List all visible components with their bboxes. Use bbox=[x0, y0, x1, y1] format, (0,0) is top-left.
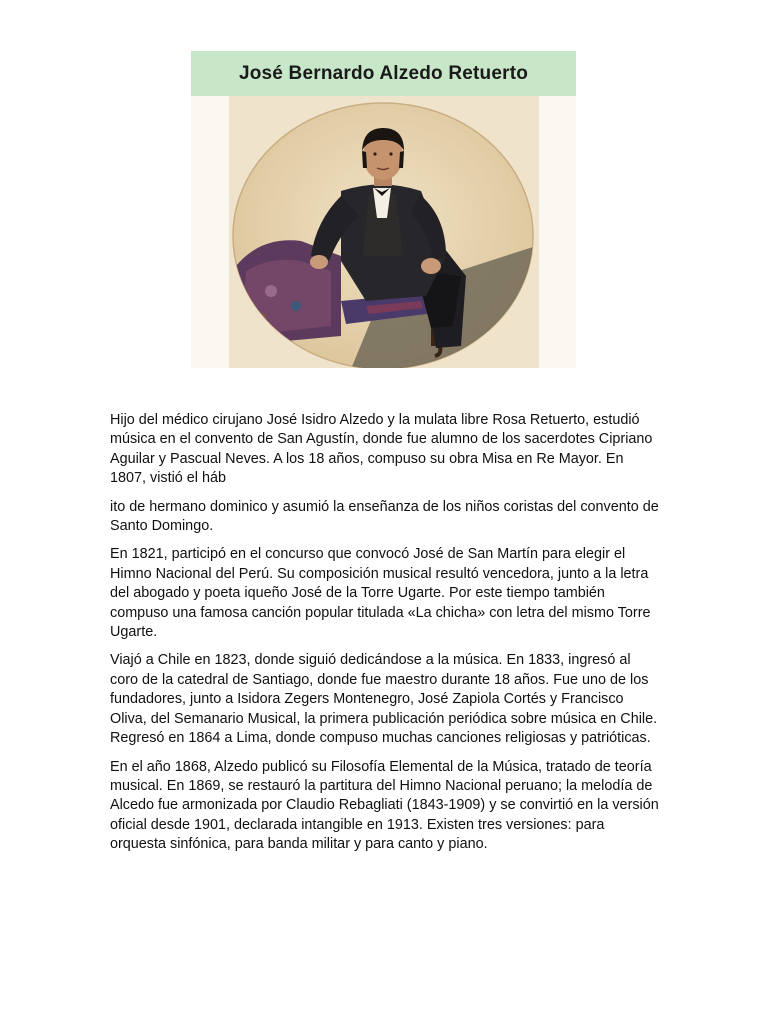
portrait-illustration bbox=[191, 96, 576, 368]
document-title: José Bernardo Alzedo Retuerto bbox=[238, 62, 529, 84]
paragraph-3: En 1821, participó en el concurso que convocó José de San Martín para elegir el Himno Nacional del Perú. Su composición musical resultó vencedora, junto a la letra del abogado y poeta iqueño José de la Torre Ugarte. Por este tiempo también compuso una famosa canción popular titulada «La chicha» con letra del mismo Torre Ugarte. bbox=[110, 546, 651, 641]
portrait-image bbox=[191, 96, 576, 368]
title-banner bbox=[191, 51, 576, 96]
paragraph-1: Hijo del médico cirujano José Isidro Alzedo y la mulata libre Rosa Retuerto, estudió música en el convento de San Agustín, donde fue alumno de los sacerdotes Cipriano Aguilar y Pascual Neves. A los 18 años, compuso su obra Misa en Re Mayor. En 1807, vistió el háb bbox=[110, 412, 653, 487]
body-text bbox=[110, 411, 660, 864]
paragraph-4: Viajó a Chile en 1823, donde siguió dedicándose a la música. En 1833, ingresó al coro de la catedral de Santiago, donde fue maestro durante 18 años. Fue uno de los fundadores, junto a Isidora Zegers Montenegro, José Zapiola Cortés y Francisco Oliva, del Semanario Musical, la primera publicación periódica sobre música en Chile. Regresó en 1864 a Lima, donde compuso muchas canciones religiosas y patrióticas. bbox=[110, 652, 658, 747]
paragraph-2: ito de hermano dominico y asumió la enseñanza de los niños coristas del convento de Santo Domingo. bbox=[110, 498, 659, 535]
paragraph-5: En el año 1868, Alzedo publicó su Filosofía Elemental de la Música, tratado de teoría musical. En 1869, se restauró la partitura del Himno Nacional peruano; la melodía de Alcedo fue armonizada por Claudio Rebagliati (1843-1909) y se convirtió en la versión oficial desde 1901, declarada intangible en 1913. Existen tres versiones: para orquesta sinfónica, para banda militar y para canto y piano. bbox=[110, 758, 659, 853]
